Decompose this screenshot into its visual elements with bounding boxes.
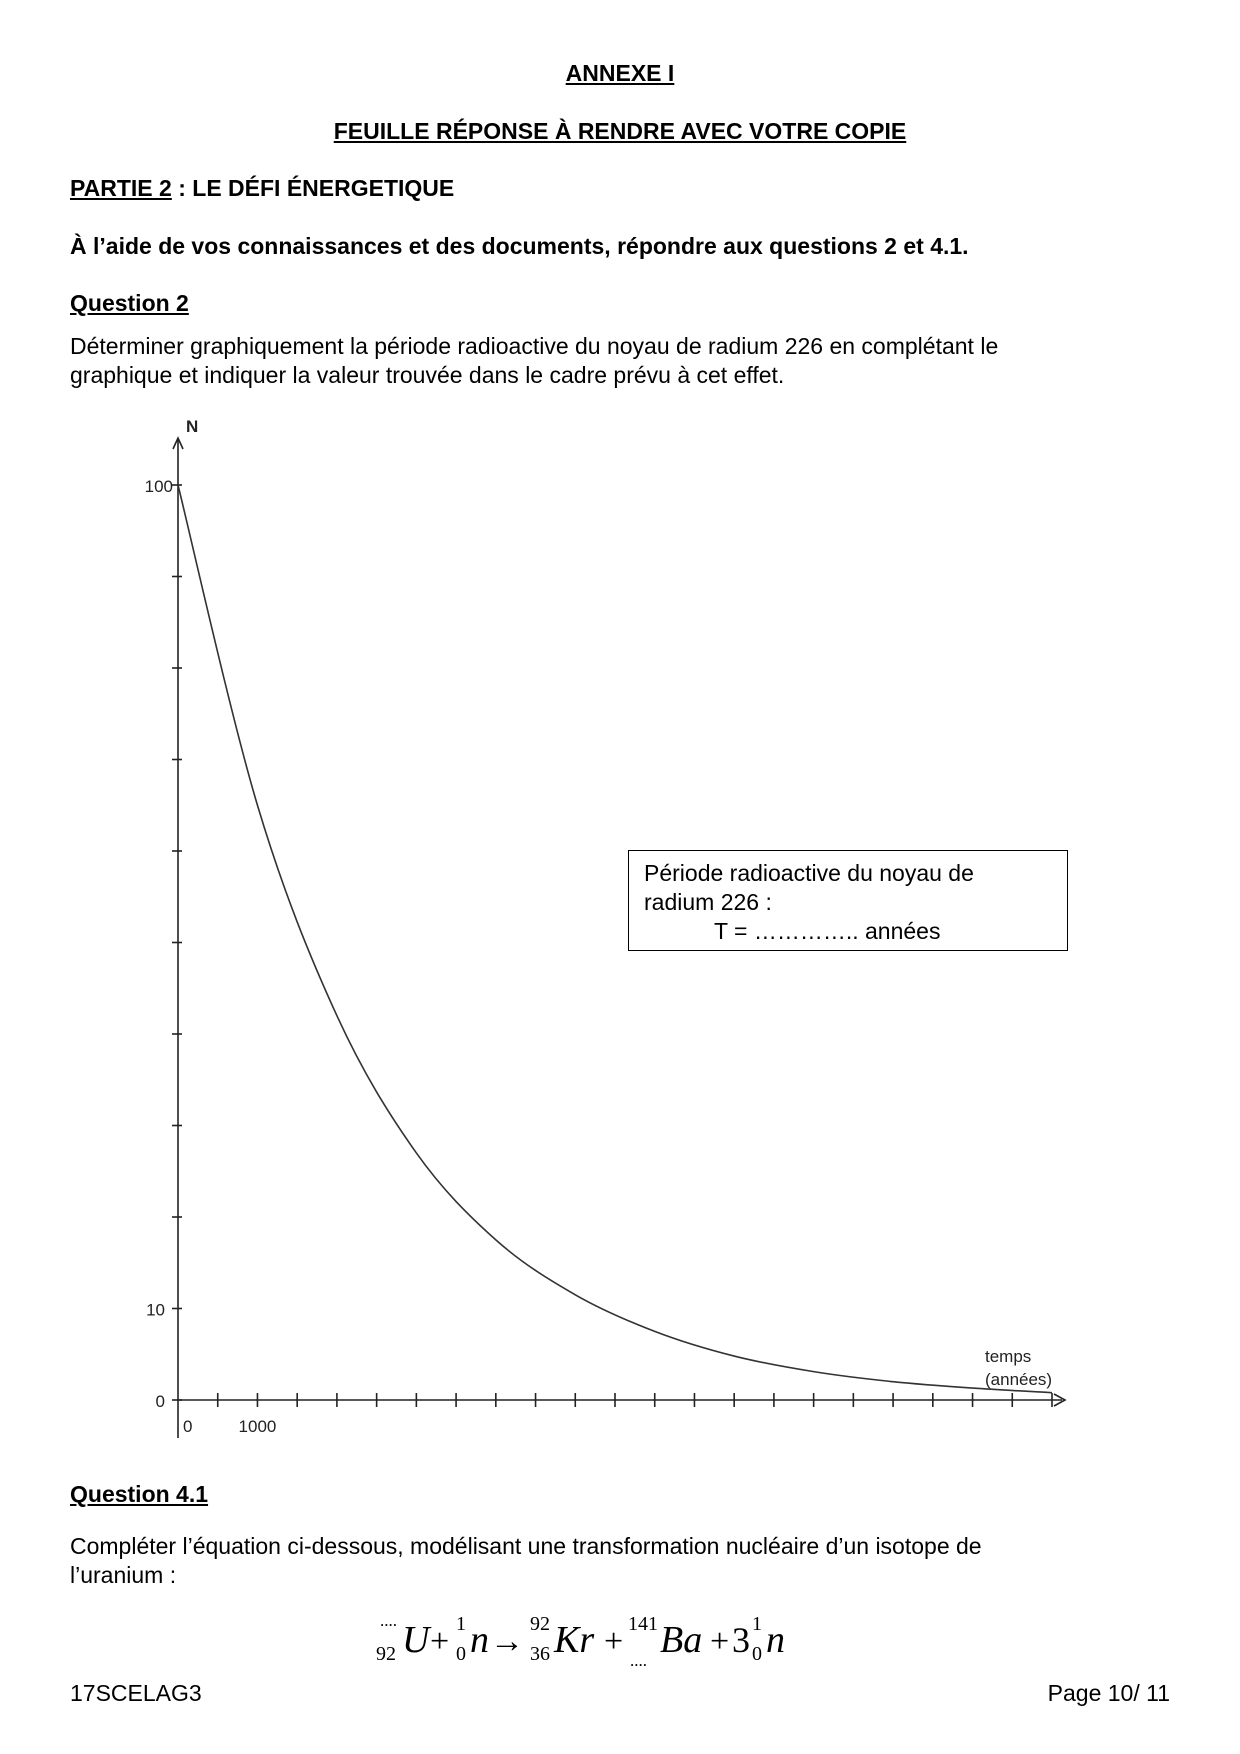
y-axis-label: N [186,417,199,436]
neutron-2-symbol: n [766,1619,785,1661]
page-number: Page 10/ 11 [1047,1680,1170,1706]
question-4-1-text-line-2: l’uranium : [70,1562,177,1588]
neutron-2-atomic: 0 [752,1643,762,1665]
answer-box-line-1: Période radioactive du noyau de [644,860,974,886]
answer-sheet-title: FEUILLE RÉPONSE À RENDRE AVEC VOTRE COPIE [333,118,907,144]
question-2-title: Question 2 [70,290,189,316]
uranium-symbol: U [402,1619,430,1661]
plus-2: + [604,1623,624,1660]
neutron-atomic: 0 [456,1643,466,1665]
krypton-atomic: 36 [530,1643,550,1665]
question-2-text-line-1: Déterminer graphiquement la période radioactive du noyau de radium 226 en complétant le [70,333,999,359]
x-tick-label: 1000 [238,1417,277,1436]
document-code: 17SCELAG3 [70,1680,202,1706]
krypton-mass: 92 [530,1613,550,1635]
question-4-1-title: Question 4.1 [70,1481,209,1507]
part-name: : LE DÉFI ÉNERGETIQUE [171,175,455,201]
y-tick-label: 0 [155,1392,165,1411]
barium-symbol: Ba [660,1619,703,1661]
part-label: PARTIE 2 [70,175,172,201]
annex-title: ANNEXE I [565,60,675,86]
answer-field[interactable]: T = ………….. années [714,918,941,944]
question-4-1-text-line-1: Compléter l’équation ci-dessous, modélisant une transformation nucléaire d’un isotope de [70,1533,982,1559]
nuclear-equation [370,1600,890,1680]
uranium-atomic-number: 92 [376,1643,396,1665]
neutron-2-mass: 1 [752,1613,762,1635]
arrow: → [490,1623,524,1660]
barium-mass: 141 [628,1613,658,1635]
answer-box[interactable] [628,850,1068,951]
instruction: À l’aide de vos connaissances et des documents, répondre aux questions 2 et 4.1. [70,233,969,259]
y-tick-label: 10 [146,1300,165,1320]
x-axis-label-line-1: temps [985,1347,1032,1366]
barium-atomic-blank[interactable]: .... [630,1651,647,1670]
neutron-coefficient: 3 [732,1620,750,1660]
answer-box-line-2: radium 226 : [644,889,772,915]
neutron-symbol: n [470,1619,489,1661]
uranium-mass-blank[interactable]: .... [380,1611,397,1630]
y-tick-label: 100 [144,477,173,496]
plus-1: + [430,1623,450,1660]
x-tick-label: 0 [183,1417,193,1436]
question-2-text-line-2: graphique et indiquer la valeur trouvée dans le cadre prévu à cet effet. [70,362,785,388]
plus-3: + [710,1623,730,1660]
krypton-symbol: Kr [554,1619,595,1661]
neutron-mass: 1 [456,1613,466,1635]
x-axis-label-line-2: (années) [985,1370,1053,1389]
